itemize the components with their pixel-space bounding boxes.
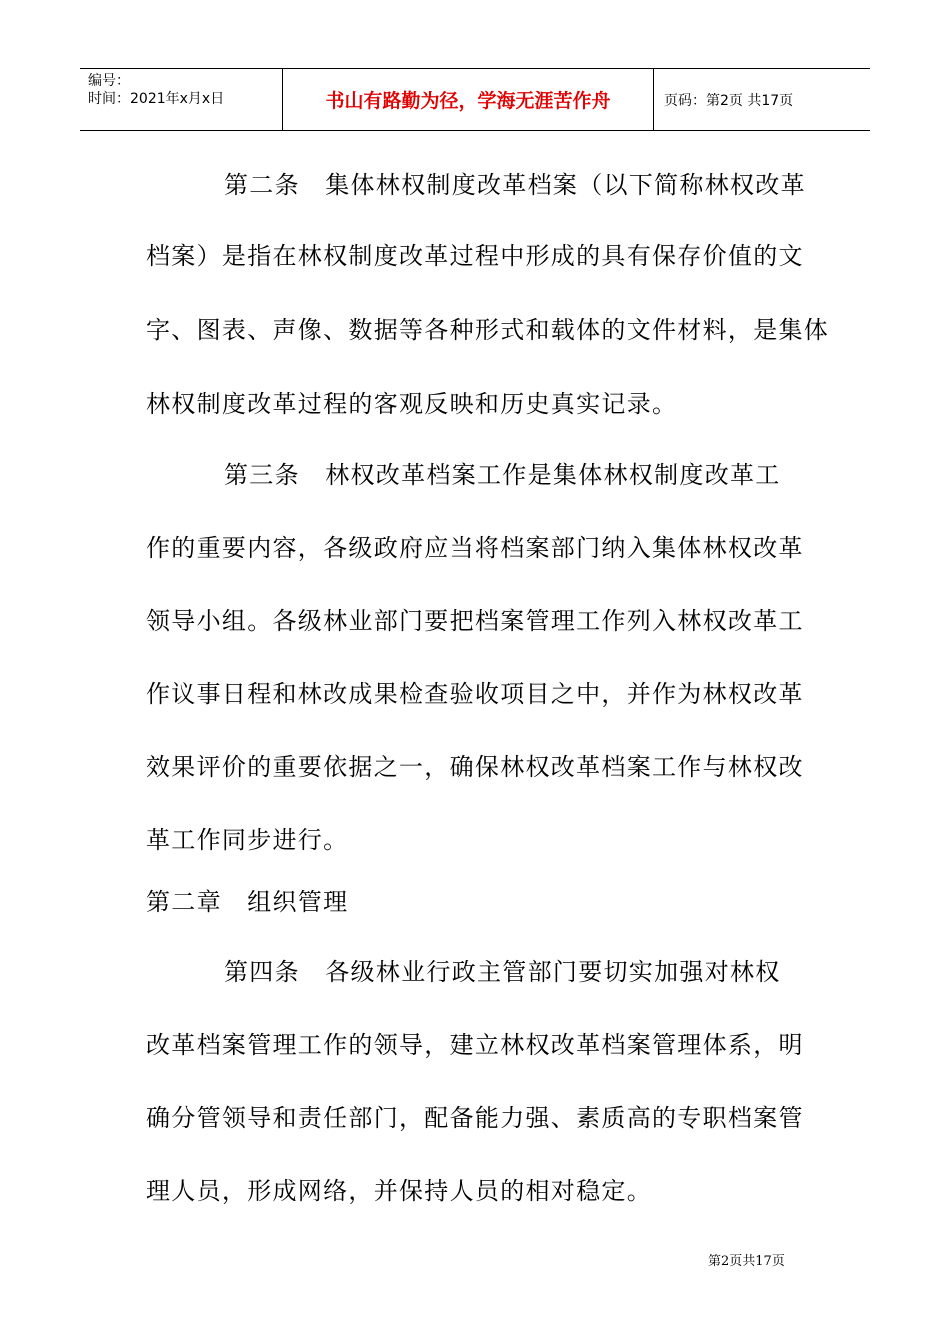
article-4-line-2: 改革档案管理工作的领导，建立林权改革档案管理体系，明 bbox=[146, 1031, 804, 1059]
article-4-line-4: 理人员，形成网络，并保持人员的相对稳定。 bbox=[146, 1177, 652, 1205]
document-time-label: 时间：2021年x月x日 bbox=[88, 91, 225, 107]
article-4-line-1: 第四条 各级林业行政主管部门要切实加强对林权 bbox=[224, 958, 781, 986]
article-3-line-5: 效果评价的重要依据之一，确保林权改革档案工作与林权改 bbox=[146, 753, 804, 781]
article-3-line-1: 第三条 林权改革档案工作是集体林权制度改革工 bbox=[224, 461, 781, 489]
article-2-line-2: 档案）是指在林权制度改革过程中形成的具有保存价值的文 bbox=[146, 242, 804, 270]
header-motto-cell bbox=[283, 69, 653, 130]
article-3-line-4: 作议事日程和林改成果检查验收项目之中，并作为林权改革 bbox=[146, 680, 804, 708]
article-2-line-3: 字、图表、声像、数据等各种形式和载体的文件材料，是集体 bbox=[146, 316, 830, 344]
page-header bbox=[80, 68, 870, 131]
header-left-cell bbox=[80, 69, 282, 130]
header-motto: 书山有路勤为径，学海无涯苦作舟 bbox=[325, 90, 611, 112]
article-3-line-2: 作的重要内容，各级政府应当将档案部门纳入集体林权改革 bbox=[146, 534, 804, 562]
document-number-label: 编号： bbox=[88, 73, 130, 89]
header-page-cell bbox=[654, 69, 870, 130]
article-2-line-1: 第二条 集体林权制度改革档案（以下简称林权改革 bbox=[224, 171, 806, 199]
article-3-line-3: 领导小组。各级林业部门要把档案管理工作列入林权改革工 bbox=[146, 607, 804, 635]
article-3-line-6: 革工作同步进行。 bbox=[146, 826, 349, 854]
chapter-2-heading: 第二章 组织管理 bbox=[146, 888, 349, 916]
page-footer: 第2页共17页 bbox=[708, 1254, 785, 1269]
article-2-line-4: 林权制度改革过程的客观反映和历史真实记录。 bbox=[146, 390, 678, 418]
header-page-info: 页码：第2页 共17页 bbox=[664, 92, 794, 109]
article-4-line-3: 确分管领导和责任部门，配备能力强、素质高的专职档案管 bbox=[146, 1104, 804, 1132]
